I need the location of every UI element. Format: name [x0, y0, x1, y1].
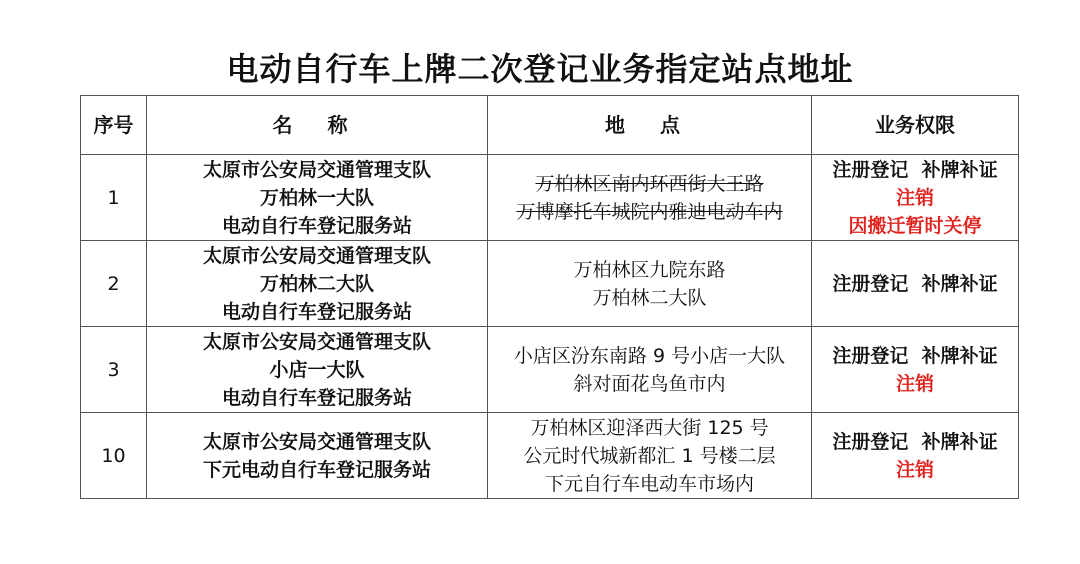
cell-scope [812, 413, 1019, 499]
table-row [81, 155, 1019, 241]
name-line: 万柏林二大队 [259, 272, 374, 295]
scope-red-line: 因搬迁暂时关停 [848, 214, 982, 237]
name-line: 太原市公安局交通管理支队 [202, 330, 431, 353]
scope-red-line: 注销 [895, 372, 934, 395]
name-line: 电动自行车登记服务站 [221, 214, 412, 237]
cell-address [488, 327, 812, 413]
table-header-row [81, 96, 1019, 155]
name-line: 万柏林一大队 [259, 186, 374, 209]
address-line: 万博摩托车城院内雅迪电动车内 [516, 200, 783, 223]
address-line: 万柏林区南内环西街大王路 [535, 172, 764, 195]
name-line: 电动自行车登记服务站 [221, 300, 412, 323]
cell-scope [812, 241, 1019, 327]
table-body [81, 155, 1019, 499]
cell-no: 3 [81, 327, 147, 413]
name-line: 电动自行车登记服务站 [221, 386, 412, 409]
name-line: 太原市公安局交通管理支队 [202, 244, 431, 267]
name-line: 下元电动自行车登记服务站 [202, 458, 431, 481]
address-line: 万柏林区迎泽西大街 125 号 [530, 416, 769, 439]
cell-no: 1 [81, 155, 147, 241]
cell-no: 2 [81, 241, 147, 327]
table-row [81, 327, 1019, 413]
header-no: 序号 [81, 96, 147, 155]
station-table [80, 95, 1019, 499]
cell-address [488, 155, 812, 241]
cell-scope [812, 155, 1019, 241]
name-line: 太原市公安局交通管理支队 [202, 430, 431, 453]
name-line: 太原市公安局交通管理支队 [202, 158, 431, 181]
address-line: 万柏林区九院东路 [573, 258, 726, 281]
scope-line: 注册登记 补牌补证 [832, 430, 998, 453]
scope-red-line: 注销 [895, 458, 934, 481]
header-scope: 业务权限 [812, 96, 1019, 155]
address-line: 小店区汾东南路 9 号小店一大队 [513, 344, 786, 367]
cell-address [488, 241, 812, 327]
address-line: 下元自行车电动车市场内 [544, 472, 754, 495]
cell-no: 10 [81, 413, 147, 499]
header-name: 名 称 [147, 96, 488, 155]
cell-name [147, 155, 488, 241]
page-title: 电动自行车上牌二次登记业务指定站点地址 [226, 50, 854, 88]
cell-scope [812, 327, 1019, 413]
scope-red-line: 注销 [895, 186, 934, 209]
table-row [81, 241, 1019, 327]
address-line: 公元时代城新都汇 1 号楼二层 [523, 444, 776, 467]
cell-name [147, 327, 488, 413]
table-row [81, 413, 1019, 499]
scope-line: 注册登记 补牌补证 [832, 272, 998, 295]
address-line: 斜对面花鸟鱼市内 [573, 372, 726, 395]
scope-line: 注册登记 补牌补证 [832, 344, 998, 367]
cell-name [147, 241, 488, 327]
scope-line: 注册登记 补牌补证 [832, 158, 998, 181]
name-line: 小店一大队 [269, 358, 365, 381]
header-address: 地 点 [488, 96, 812, 155]
cell-name [147, 413, 488, 499]
address-line: 万柏林二大队 [592, 286, 707, 309]
cell-address [488, 413, 812, 499]
